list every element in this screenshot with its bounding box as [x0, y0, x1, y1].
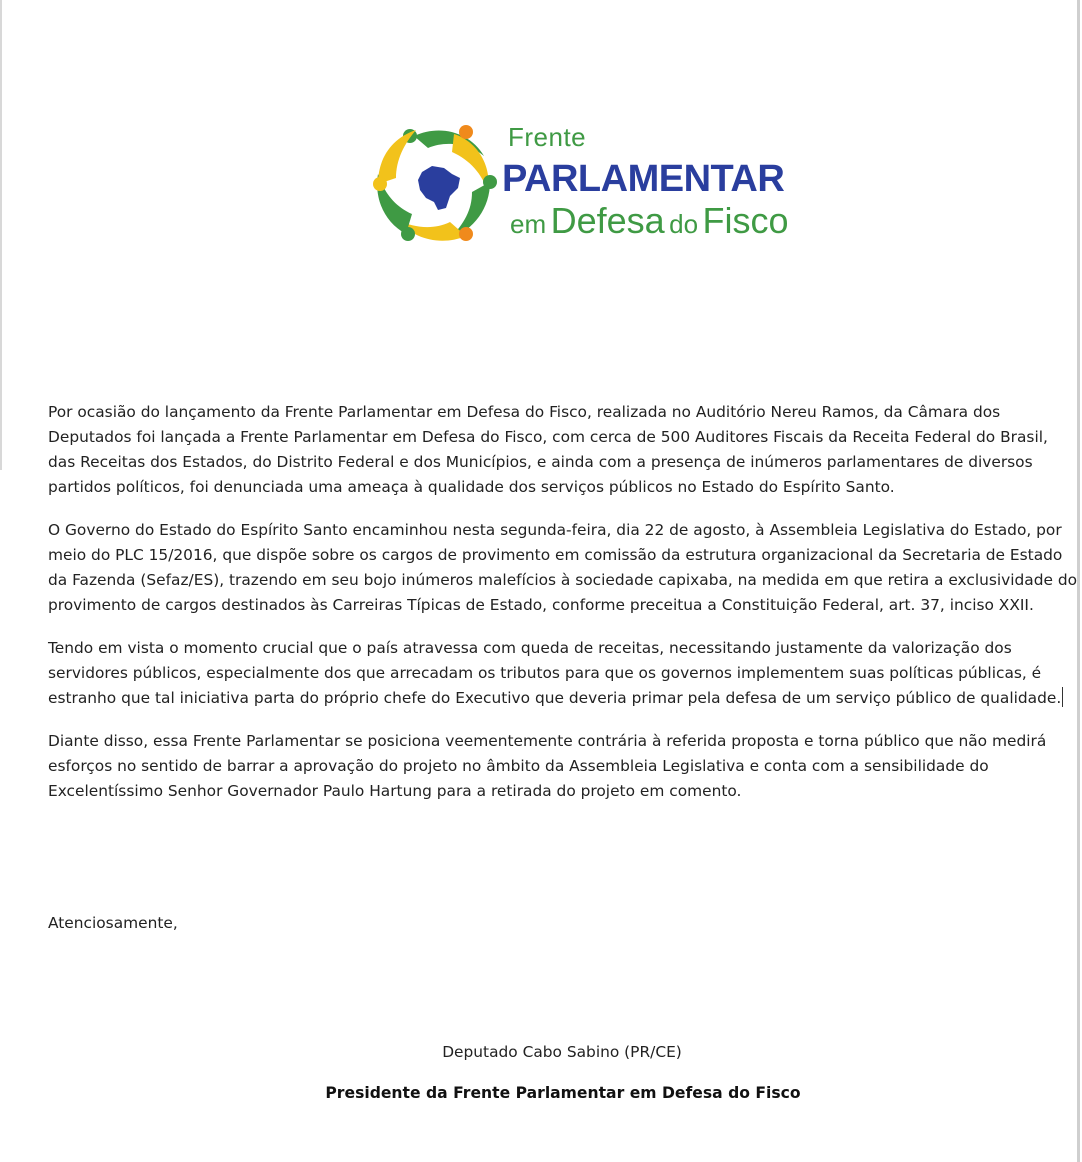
text-cursor	[1062, 687, 1063, 707]
logo-defesa-text: Defesa	[550, 200, 665, 241]
logo-em-defesa-do-fisco-text	[510, 200, 789, 242]
logo-frente-text: Frente	[508, 122, 587, 152]
logo-do-text: do	[669, 209, 699, 239]
signature-name: Deputado Cabo Sabino (PR/CE)	[442, 1043, 682, 1061]
circle-of-people-with-brazil-map-icon	[370, 122, 502, 246]
logo-fisco-text: Fisco	[702, 200, 789, 241]
logo-parlamentar-text: PARLAMENTAR	[502, 158, 785, 200]
page-left-border	[0, 0, 2, 470]
paragraph-3-container	[48, 636, 1078, 711]
closing-salutation: Atenciosamente,	[48, 914, 178, 932]
logo-wordmark	[502, 122, 807, 246]
letter-body	[48, 400, 1078, 822]
paragraph-4: Diante disso, essa Frente Parlamentar se posiciona veementemente contrária à referida proposta e torna público que não medirá esforços no sentido de barrar a aprovação do projeto no âmbito da Assembleia Legislativa e conta com a sensibilidade do Excelentíssimo Senhor Governador Paulo Hartung para a retirada do projeto em comento.	[48, 732, 1047, 800]
logo-em-text: em	[510, 209, 547, 239]
frente-parlamentar-logo	[370, 122, 810, 246]
paragraph-1: Por ocasião do lançamento da Frente Parlamentar em Defesa do Fisco, realizada no Auditório Nereu Ramos, da Câmara dos Deputados foi lançada a Frente Parlamentar em Defesa do Fisco, com cerca de 500 Auditores Fiscais da Receita Federal do Brasil, das Receitas dos Estados, do Distrito Federal e dos Municípios, e ainda com a presença de inúmeros parlamentares de diversos partidos políticos, foi denunciada uma ameaça à qualidade dos serviços públicos no Estado do Espírito Santo.	[48, 403, 1048, 496]
signature-title: Presidente da Frente Parlamentar em Defesa do Fisco	[325, 1084, 801, 1102]
paragraph-3: Tendo em vista o momento crucial que o país atravessa com queda de receitas, necessitando justamente da valorização dos servidores públicos, especialmente dos que arrecadam os tributos para que os governos implementem suas políticas públicas, é estranho que tal iniciativa parta do próprio chefe do Executivo que deveria primar pela defesa de um serviço público de qualidade.	[48, 639, 1062, 707]
paragraph-2: O Governo do Estado do Espírito Santo encaminhou nesta segunda-feira, dia 22 de agosto, à Assembleia Legislativa do Estado, por meio do PLC 15/2016, que dispõe sobre os cargos de provimento em comissão da estrutura organizacional da Secretaria de Estado da Fazenda (Sefaz/ES), trazendo em seu bojo inúmeros malefícios à sociedade capixaba, na medida em que retira a exclusividade do provimento de cargos destinados às Carreiras Típicas de Estado, conforme preceitua a Constituição Federal, art. 37, inciso XXII.	[48, 521, 1078, 614]
